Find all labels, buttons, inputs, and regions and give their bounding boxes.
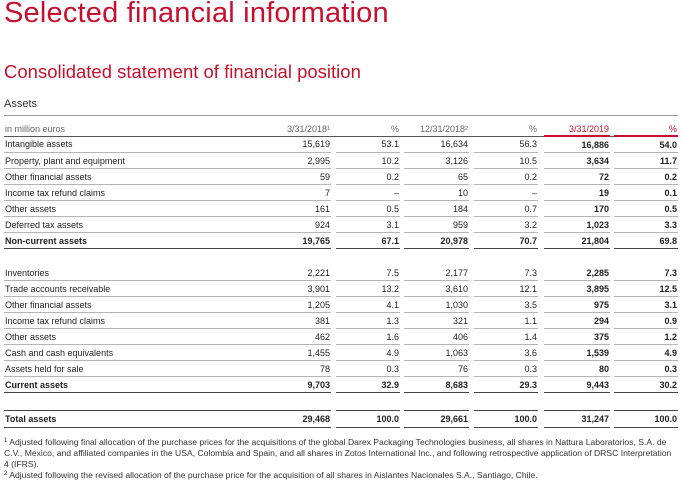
value-cell: 9,703 [269,377,331,393]
percent-cell: – [474,185,538,201]
value-cell: 170 [544,201,610,217]
percent-cell: 29.3 [474,377,538,393]
value-cell: 8,683 [404,377,469,393]
value-cell: 1,063 [404,345,469,361]
percent-cell: 0.5 [336,201,400,217]
value-cell: 2,221 [269,265,331,281]
total-row [4,411,678,428]
unit-label: in million euros [4,122,269,136]
value-cell: 9,443 [544,377,610,393]
column-header-q1-2019: 3/31/2019 [544,122,610,136]
percent-cell: 3.6 [474,345,538,361]
percent-cell: 3.1 [614,297,678,313]
table-row [4,185,678,201]
row-label: Trade accounts receivable [4,281,269,297]
value-cell: 184 [404,201,469,217]
table-row [4,313,678,329]
table-row [4,265,678,281]
value-cell: 7 [269,185,331,201]
value-cell: 294 [544,313,610,329]
row-label: Deferred tax assets [4,217,269,233]
value-cell: 29,468 [269,411,331,428]
percent-cell: 3.3 [614,217,678,233]
row-label: Other financial assets [4,297,269,313]
footnote-2: $^2$ Adjusted following the revised allocation of the purchase price for the acquisition of all shares in Aislantes Nacionales S.A., Santiago, Chile. [4,470,538,480]
row-label: Non-current assets [4,233,269,249]
percent-cell: 12.5 [614,281,678,297]
value-cell: 72 [544,169,610,185]
section-divider [4,115,678,116]
value-cell: 975 [544,297,610,313]
percent-cell: 1.6 [336,329,400,345]
percent-cell: 0.3 [614,361,678,377]
value-cell: 80 [544,361,610,377]
column-header-percent: % [614,122,678,136]
percent-cell: 0.2 [614,169,678,185]
value-cell: 65 [404,169,469,185]
row-label: Current assets [4,377,269,393]
percent-cell: 0.9 [614,313,678,329]
footnote-1: $^1$ Adjusted following final allocation of the purchase prices for the acquisitions of the global Darex Packaging Technologies business, all shares in Nattura Laboratorios, S.A. de C.V., Mexico, and affiliated companies in the USA, Colombia and Spain, and all shares in Zotos International Inc., and following retrospective application of DRSC Interpretation 4 (IFRS). [4,437,672,469]
percent-cell: 11.7 [614,153,678,169]
footnotes [4,437,678,481]
value-cell: 16,886 [544,136,610,153]
value-cell: 3,126 [404,153,469,169]
column-header-q4-2018: 12/31/2018² [404,122,469,136]
table-row [4,297,678,313]
percent-cell: 54.0 [614,136,678,153]
value-cell: 462 [269,329,331,345]
table-row [4,136,678,153]
value-cell: 19 [544,185,610,201]
value-cell: 2,177 [404,265,469,281]
percent-cell: 53.1 [336,136,400,153]
table-row [4,329,678,345]
value-cell: 20,978 [404,233,469,249]
value-cell: 3,895 [544,281,610,297]
value-cell: 2,285 [544,265,610,281]
value-cell: 3,901 [269,281,331,297]
value-cell: 16,634 [404,136,469,153]
percent-cell: 0.1 [614,185,678,201]
financial-position-table [4,122,678,428]
value-cell: 1,023 [544,217,610,233]
percent-cell: 0.2 [336,169,400,185]
percent-cell: 7.3 [614,265,678,281]
value-cell: 381 [269,313,331,329]
percent-cell: 1.3 [336,313,400,329]
percent-cell: 10.5 [474,153,538,169]
column-header-percent: % [474,122,538,136]
value-cell: 406 [404,329,469,345]
percent-cell: 32.9 [336,377,400,393]
value-cell: 76 [404,361,469,377]
table-row [4,201,678,217]
table-row [4,153,678,169]
percent-cell: 0.7 [474,201,538,217]
column-header-q1-2018: 3/31/2018¹ [269,122,331,136]
row-label: Property, plant and equipment [4,153,269,169]
table-header-row [4,122,678,136]
percent-cell: 67.1 [336,233,400,249]
row-label: Other assets [4,201,269,217]
value-cell: 375 [544,329,610,345]
value-cell: 21,804 [544,233,610,249]
row-label: Income tax refund claims [4,185,269,201]
table-row [4,169,678,185]
subtotal-row [4,377,678,393]
value-cell: 78 [269,361,331,377]
row-label: Cash and cash equivalents [4,345,269,361]
percent-cell: 0.3 [474,361,538,377]
value-cell: 19,765 [269,233,331,249]
percent-cell: 100.0 [474,411,538,428]
percent-cell: 3.1 [336,217,400,233]
value-cell: 59 [269,169,331,185]
value-cell: 1,030 [404,297,469,313]
percent-cell: 3.2 [474,217,538,233]
value-cell: 959 [404,217,469,233]
table-row [4,217,678,233]
percent-cell: 1.1 [474,313,538,329]
value-cell: 161 [269,201,331,217]
row-label: Inventories [4,265,269,281]
value-cell: 31,247 [544,411,610,428]
percent-cell: 12.1 [474,281,538,297]
value-cell: 15,619 [269,136,331,153]
percent-cell: 0.3 [336,361,400,377]
row-label: Assets held for sale [4,361,269,377]
row-label: Total assets [4,411,269,428]
value-cell: 1,539 [544,345,610,361]
page-subtitle: Consolidated statement of financial position [4,61,361,82]
section-heading: Assets [4,98,38,110]
percent-cell: 4.9 [336,345,400,361]
column-header-percent: % [336,122,400,136]
value-cell: 924 [269,217,331,233]
value-cell: 29,661 [404,411,469,428]
table-row [4,345,678,361]
value-cell: 2,995 [269,153,331,169]
value-cell: 1,205 [269,297,331,313]
percent-cell: 3.5 [474,297,538,313]
subtotal-row [4,233,678,249]
percent-cell: 4.9 [614,345,678,361]
percent-cell: 0.5 [614,201,678,217]
percent-cell: 100.0 [614,411,678,428]
row-label: Other assets [4,329,269,345]
table-row [4,361,678,377]
percent-cell: 70.7 [474,233,538,249]
percent-cell: 56.3 [474,136,538,153]
page-title: Selected financial information [4,0,389,29]
value-cell: 321 [404,313,469,329]
value-cell: 1,455 [269,345,331,361]
percent-cell: 10.2 [336,153,400,169]
percent-cell: – [336,185,400,201]
percent-cell: 4.1 [336,297,400,313]
percent-cell: 0.2 [474,169,538,185]
value-cell: 3,634 [544,153,610,169]
table-row [4,281,678,297]
row-label: Other financial assets [4,169,269,185]
percent-cell: 30.2 [614,377,678,393]
row-label: Intangible assets [4,136,269,153]
percent-cell: 7.3 [474,265,538,281]
value-cell: 10 [404,185,469,201]
percent-cell: 1.2 [614,329,678,345]
percent-cell: 100.0 [336,411,400,428]
value-cell: 3,610 [404,281,469,297]
percent-cell: 1.4 [474,329,538,345]
percent-cell: 7.5 [336,265,400,281]
row-label: Income tax refund claims [4,313,269,329]
percent-cell: 13.2 [336,281,400,297]
percent-cell: 69.8 [614,233,678,249]
